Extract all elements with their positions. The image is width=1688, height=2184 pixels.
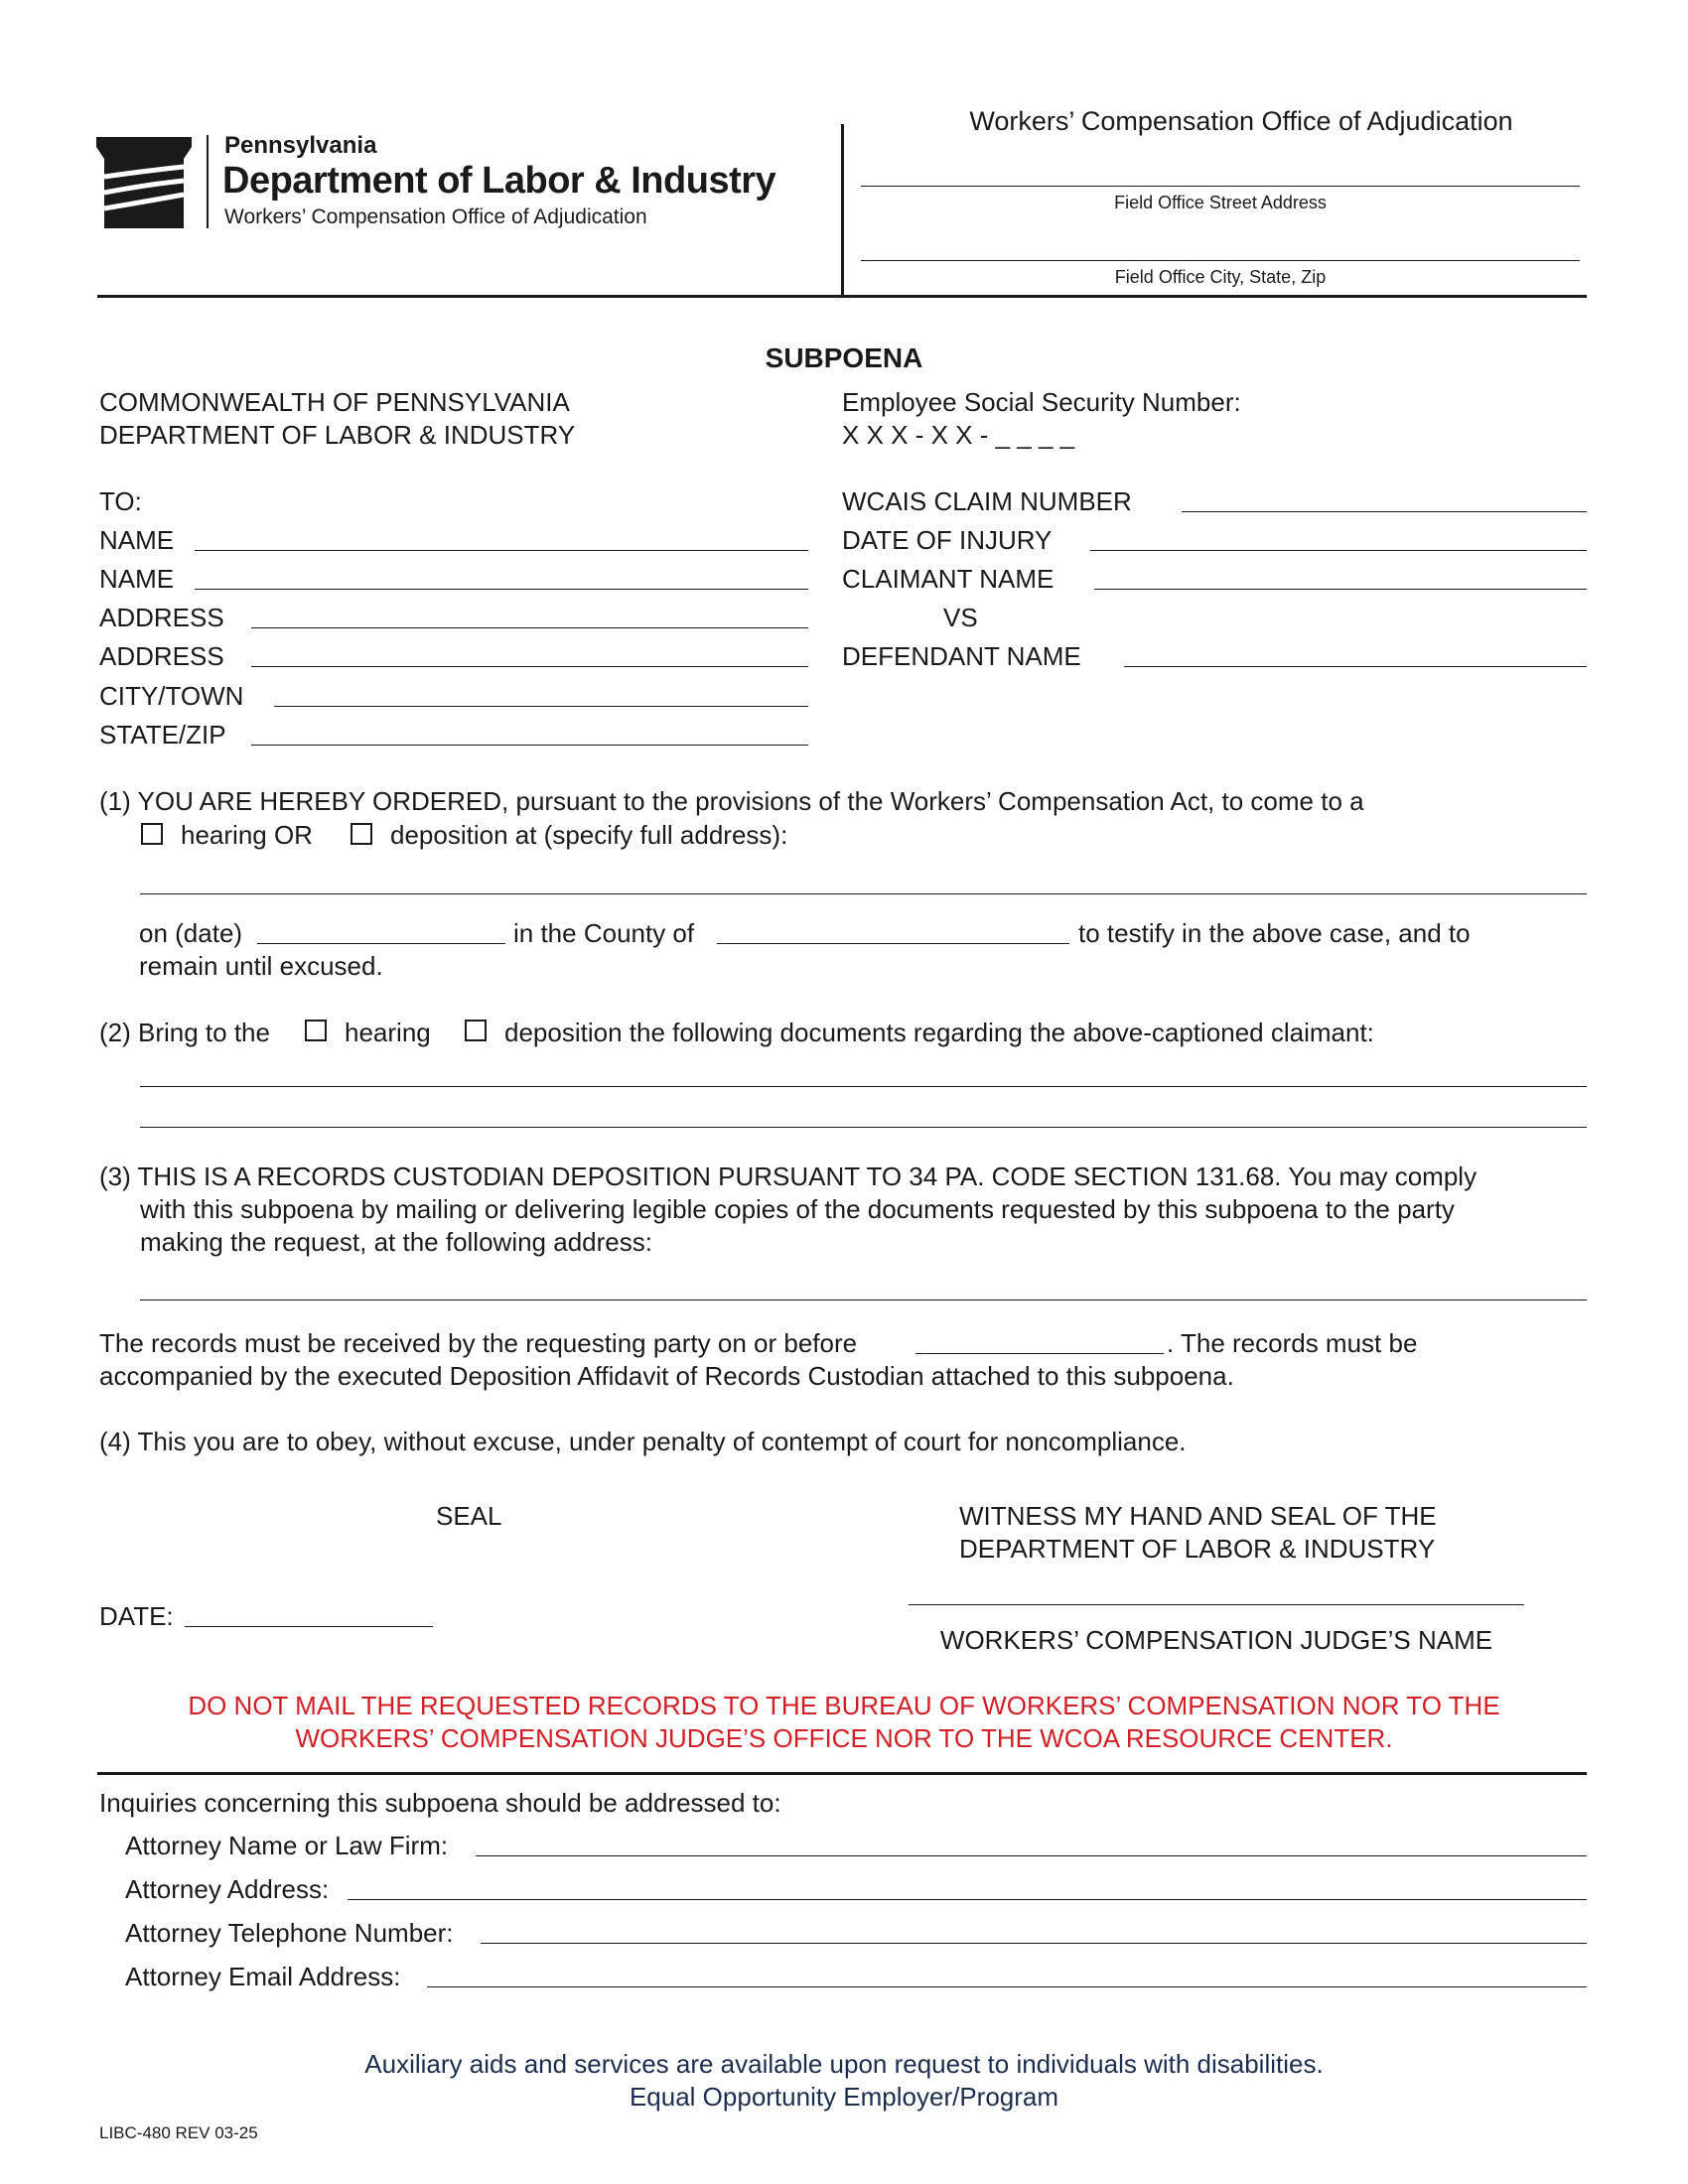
section4-text: (4) This you are to obey, without excuse, under penalty of contempt of court for noncompliance. [99,1427,1187,1456]
keystone-logo-icon [96,137,192,228]
on-date-label: on (date) [139,918,243,948]
custodian-address-field[interactable] [140,1299,1587,1300]
inquiries-rule [97,1772,1587,1775]
agency-name: Department of Labor & Industry [222,160,776,202]
attorney-name-field[interactable] [476,1855,1587,1856]
deposition-checkbox[interactable] [351,823,372,845]
judge-name-label: WORKERS’ COMPENSATION JUDGE’S NAME [939,1625,1493,1655]
agency-office: Workers’ Compensation Office of Adjudication [224,205,647,228]
deposition-at-label: deposition at (specify full address): [390,820,788,850]
defendant-label: DEFENDANT NAME [842,641,1081,671]
county-label: in the County of [513,918,695,948]
deposition-address-field[interactable] [140,893,1587,894]
warning-line-2: WORKERS’ COMPENSATION JUDGE’S OFFICE NOR TO THE WCOA RESOURCE CENTER. [295,1723,1393,1753]
attorney-email-label: Attorney Email Address: [125,1962,401,1991]
vs-label: VS [943,603,978,632]
records-line-1b: . The records must be [1167,1328,1418,1358]
county-field[interactable] [717,943,1069,944]
address1-field[interactable] [251,627,808,628]
bring-hearing-checkbox[interactable] [305,1020,327,1041]
ssn-label: Employee Social Security Number: [842,387,1241,417]
attorney-address-label: Attorney Address: [125,1874,330,1904]
wcais-field[interactable] [1182,511,1587,512]
commonwealth-line-1: COMMONWEALTH OF PENNSYLVANIA [99,387,570,417]
field-office-city-label: Field Office City, State, Zip [1114,267,1327,287]
section3-line-3: making the request, at the following address: [140,1227,652,1257]
attorney-phone-label: Attorney Telephone Number: [125,1918,454,1948]
claimant-field[interactable] [1094,589,1587,590]
judge-signature-field[interactable] [909,1604,1524,1605]
attorney-name-label: Attorney Name or Law Firm: [125,1831,449,1860]
section3-line-2: with this subpoena by mailing or delivering legible copies of the documents requested by this subpoena to the party [140,1194,1455,1224]
section1-intro: (1) YOU ARE HEREBY ORDERED, pursuant to the provisions of the Workers’ Compensation Act, to come to a [99,786,1364,816]
witness-line-1: WITNESS MY HAND AND SEAL OF THE [959,1501,1437,1531]
seal-label: SEAL [436,1501,502,1531]
remain-label: remain until excused. [139,951,383,981]
section2-bring: (2) Bring to the [99,1018,270,1047]
date-field[interactable] [185,1626,433,1627]
hearing-or-label: hearing OR [181,820,313,850]
records-line-2: accompanied by the executed Deposition Affidavit of Records Custodian attached to this subpoena. [99,1361,1234,1391]
wcais-label: WCAIS CLAIM NUMBER [842,486,1132,516]
logo-divider [207,135,209,228]
section3-line-1: (3) THIS IS A RECORDS CUSTODIAN DEPOSITION PURSUANT TO 34 PA. CODE SECTION 131.68. You may comply [99,1161,1477,1191]
commonwealth-line-2: DEPARTMENT OF LABOR & INDUSTRY [99,420,576,450]
page-title: SUBPOENA [765,342,923,373]
name1-field[interactable] [195,550,808,551]
to-label: TO: [99,486,142,516]
records-line-1a: The records must be received by the requesting party on or before [99,1328,858,1358]
name2-label: NAME [99,564,175,594]
warning-line-1: DO NOT MAIL THE REQUESTED RECORDS TO THE BUREAU OF WORKERS’ COMPENSATION NOR TO THE [188,1691,1500,1720]
address1-label: ADDRESS [99,603,224,632]
bring-deposition-checkbox[interactable] [465,1020,487,1041]
hearing-checkbox[interactable] [141,823,163,845]
form-id: LIBC-480 REV 03-25 [99,2123,258,2142]
field-office-street-label: Field Office Street Address [1114,193,1327,212]
documents-field-2[interactable] [140,1127,1587,1128]
attorney-address-field[interactable] [348,1899,1587,1900]
bring-deposition-label: deposition the following documents regarding the above-captioned claimant: [504,1018,1374,1047]
claimant-label: CLAIMANT NAME [842,564,1055,594]
header-vertical-divider [841,124,844,297]
address2-field[interactable] [251,666,808,667]
bring-hearing-label: hearing [345,1018,431,1047]
date-label: DATE: [99,1601,174,1631]
attorney-phone-field[interactable] [481,1943,1587,1944]
ssn-value[interactable]: X X X - X X - _ _ _ _ [842,420,1075,450]
documents-field-1[interactable] [140,1086,1587,1087]
statezip-label: STATE/ZIP [99,720,226,750]
on-date-field[interactable] [257,943,505,944]
field-office-city-line[interactable] [861,260,1580,261]
name2-field[interactable] [195,589,808,590]
footer-eeo: Equal Opportunity Employer/Program [629,2082,1059,2112]
address2-label: ADDRESS [99,641,224,671]
attorney-email-field[interactable] [427,1986,1587,1987]
agency-state: Pennsylvania [224,132,377,159]
right-office-title: Workers’ Compensation Office of Adjudication [969,106,1513,136]
defendant-field[interactable] [1124,666,1587,667]
witness-line-2: DEPARTMENT OF LABOR & INDUSTRY [959,1534,1436,1564]
inquiries-intro: Inquiries concerning this subpoena should be addressed to: [99,1788,781,1818]
city-label: CITY/TOWN [99,681,244,711]
statezip-field[interactable] [251,745,808,746]
testify-label: to testify in the above case, and to [1078,918,1471,948]
records-before-date-field[interactable] [915,1353,1164,1354]
footer-aux-aids: Auxiliary aids and services are available upon request to individuals with disabilities. [364,2049,1324,2079]
doi-field[interactable] [1090,550,1587,551]
name1-label: NAME [99,525,175,555]
field-office-street-line[interactable] [861,186,1580,187]
header-rule [97,295,1587,298]
city-field[interactable] [274,706,808,707]
doi-label: DATE OF INJURY [842,525,1053,555]
